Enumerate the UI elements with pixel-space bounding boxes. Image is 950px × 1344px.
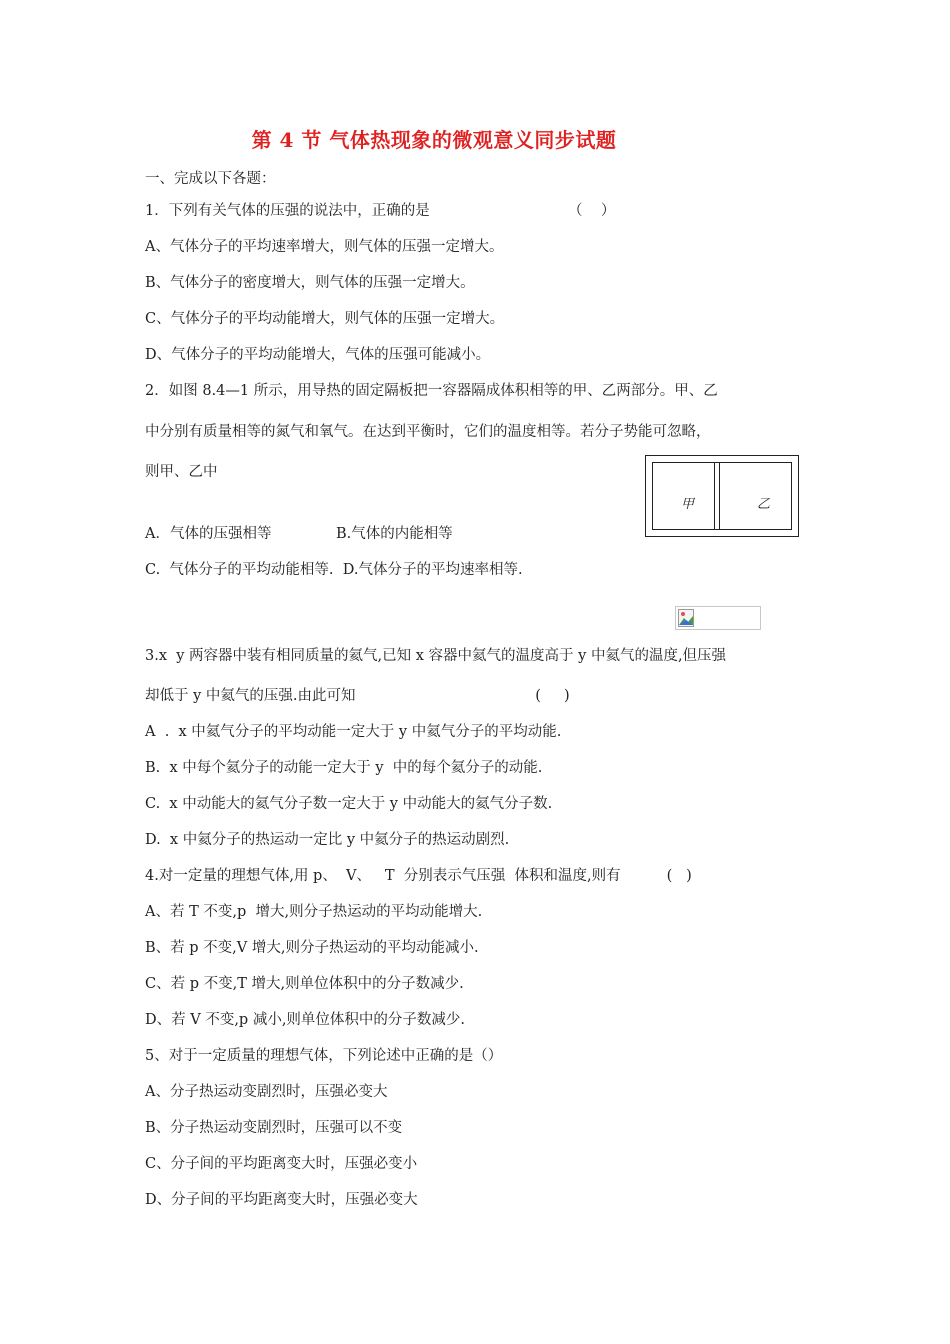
text-line: 5、对于一定质量的理想气体，下列论述中正确的是（） — [145, 1048, 503, 1064]
text-line: C. 气体分子的平均动能相等. D.气体分子的平均速率相等. — [145, 562, 523, 578]
text-line: D、分子间的平均距离变大时，压强必变大 — [145, 1192, 418, 1208]
text-line: A、气体分子的平均速率增大，则气体的压强一定增大。 — [145, 239, 504, 255]
text-line: 3.x y 两容器中装有相同质量的氦气,已知 x 容器中氦气的温度高于 y 中氦气的温度,但压强 — [145, 648, 727, 664]
text-line: D、若 V 不变,p 减小,则单位体积中的分子数减少. — [145, 1012, 466, 1028]
text-line: A、分子热运动变剧烈时，压强必变大 — [145, 1084, 388, 1100]
text-line: 则甲、乙中 — [145, 464, 218, 480]
text-line: B、若 p 不变,V 增大,则分子热运动的平均动能减小. — [145, 940, 479, 956]
text-line: A．气体的压强相等 B.气体的内能相等 — [145, 526, 453, 542]
text-line: C、若 p 不变,T 增大,则单位体积中的分子数减少. — [145, 976, 464, 992]
text-line: A . x 中氦气分子的平均动能一定大于 y 中氦气分子的平均动能. — [145, 724, 562, 740]
text-line: 2．如图 8.4—1 所示，用导热的固定隔板把一容器隔成体积相等的甲、乙两部分。甲、乙 — [145, 383, 718, 399]
chamber-label-jia: 甲 — [681, 497, 695, 512]
text-line: C、气体分子的平均动能增大，则气体的压强一定增大。 — [145, 311, 505, 327]
text-line: 一、完成以下各题： — [145, 171, 276, 187]
page-title: 第 4 节 气体热现象的微观意义同步试题 — [251, 128, 617, 152]
text-line: 中分别有质量相等的氮气和氧气。在达到平衡时，它们的温度相等。若分子势能可忽略， — [145, 424, 711, 440]
broken-image-icon — [678, 609, 694, 627]
broken-image-placeholder — [675, 606, 761, 630]
text-line: D、气体分子的平均动能增大，气体的压强可能减小。 — [145, 347, 491, 363]
partition-plate — [714, 463, 720, 529]
text-line: B、分子热运动变剧烈时，压强可以不变 — [145, 1120, 403, 1136]
text-line: C、分子间的平均距离变大时，压强必变小 — [145, 1156, 418, 1172]
container-diagram — [645, 455, 799, 537]
text-line: A、若 T 不变,p 增大,则分子热运动的平均动能增大. — [145, 904, 483, 920]
text-line: B、气体分子的密度增大，则气体的压强一定增大。 — [145, 275, 475, 291]
text-line: D. x 中氦分子的热运动一定比 y 中氦分子的热运动剧烈. — [145, 832, 510, 848]
chamber-label-yi: 乙 — [757, 497, 771, 512]
text-line: 却低于 y 中氦气的压强.由此可知 ( ) — [145, 688, 570, 704]
text-line: C. x 中动能大的氦气分子数一定大于 y 中动能大的氦气分子数. — [145, 796, 553, 812]
container-inner-wall — [652, 462, 792, 530]
text-line: 4.对一定量的理想气体,用 p、 V、 T 分别表示气压强 体积和温度,则有 ( ) — [145, 868, 692, 884]
text-line: B. x 中每个氦分子的动能一定大于 y 中的每个氦分子的动能. — [145, 760, 543, 776]
text-line: 1．下列有关气体的压强的说法中，正确的是 （ ） — [145, 203, 616, 219]
